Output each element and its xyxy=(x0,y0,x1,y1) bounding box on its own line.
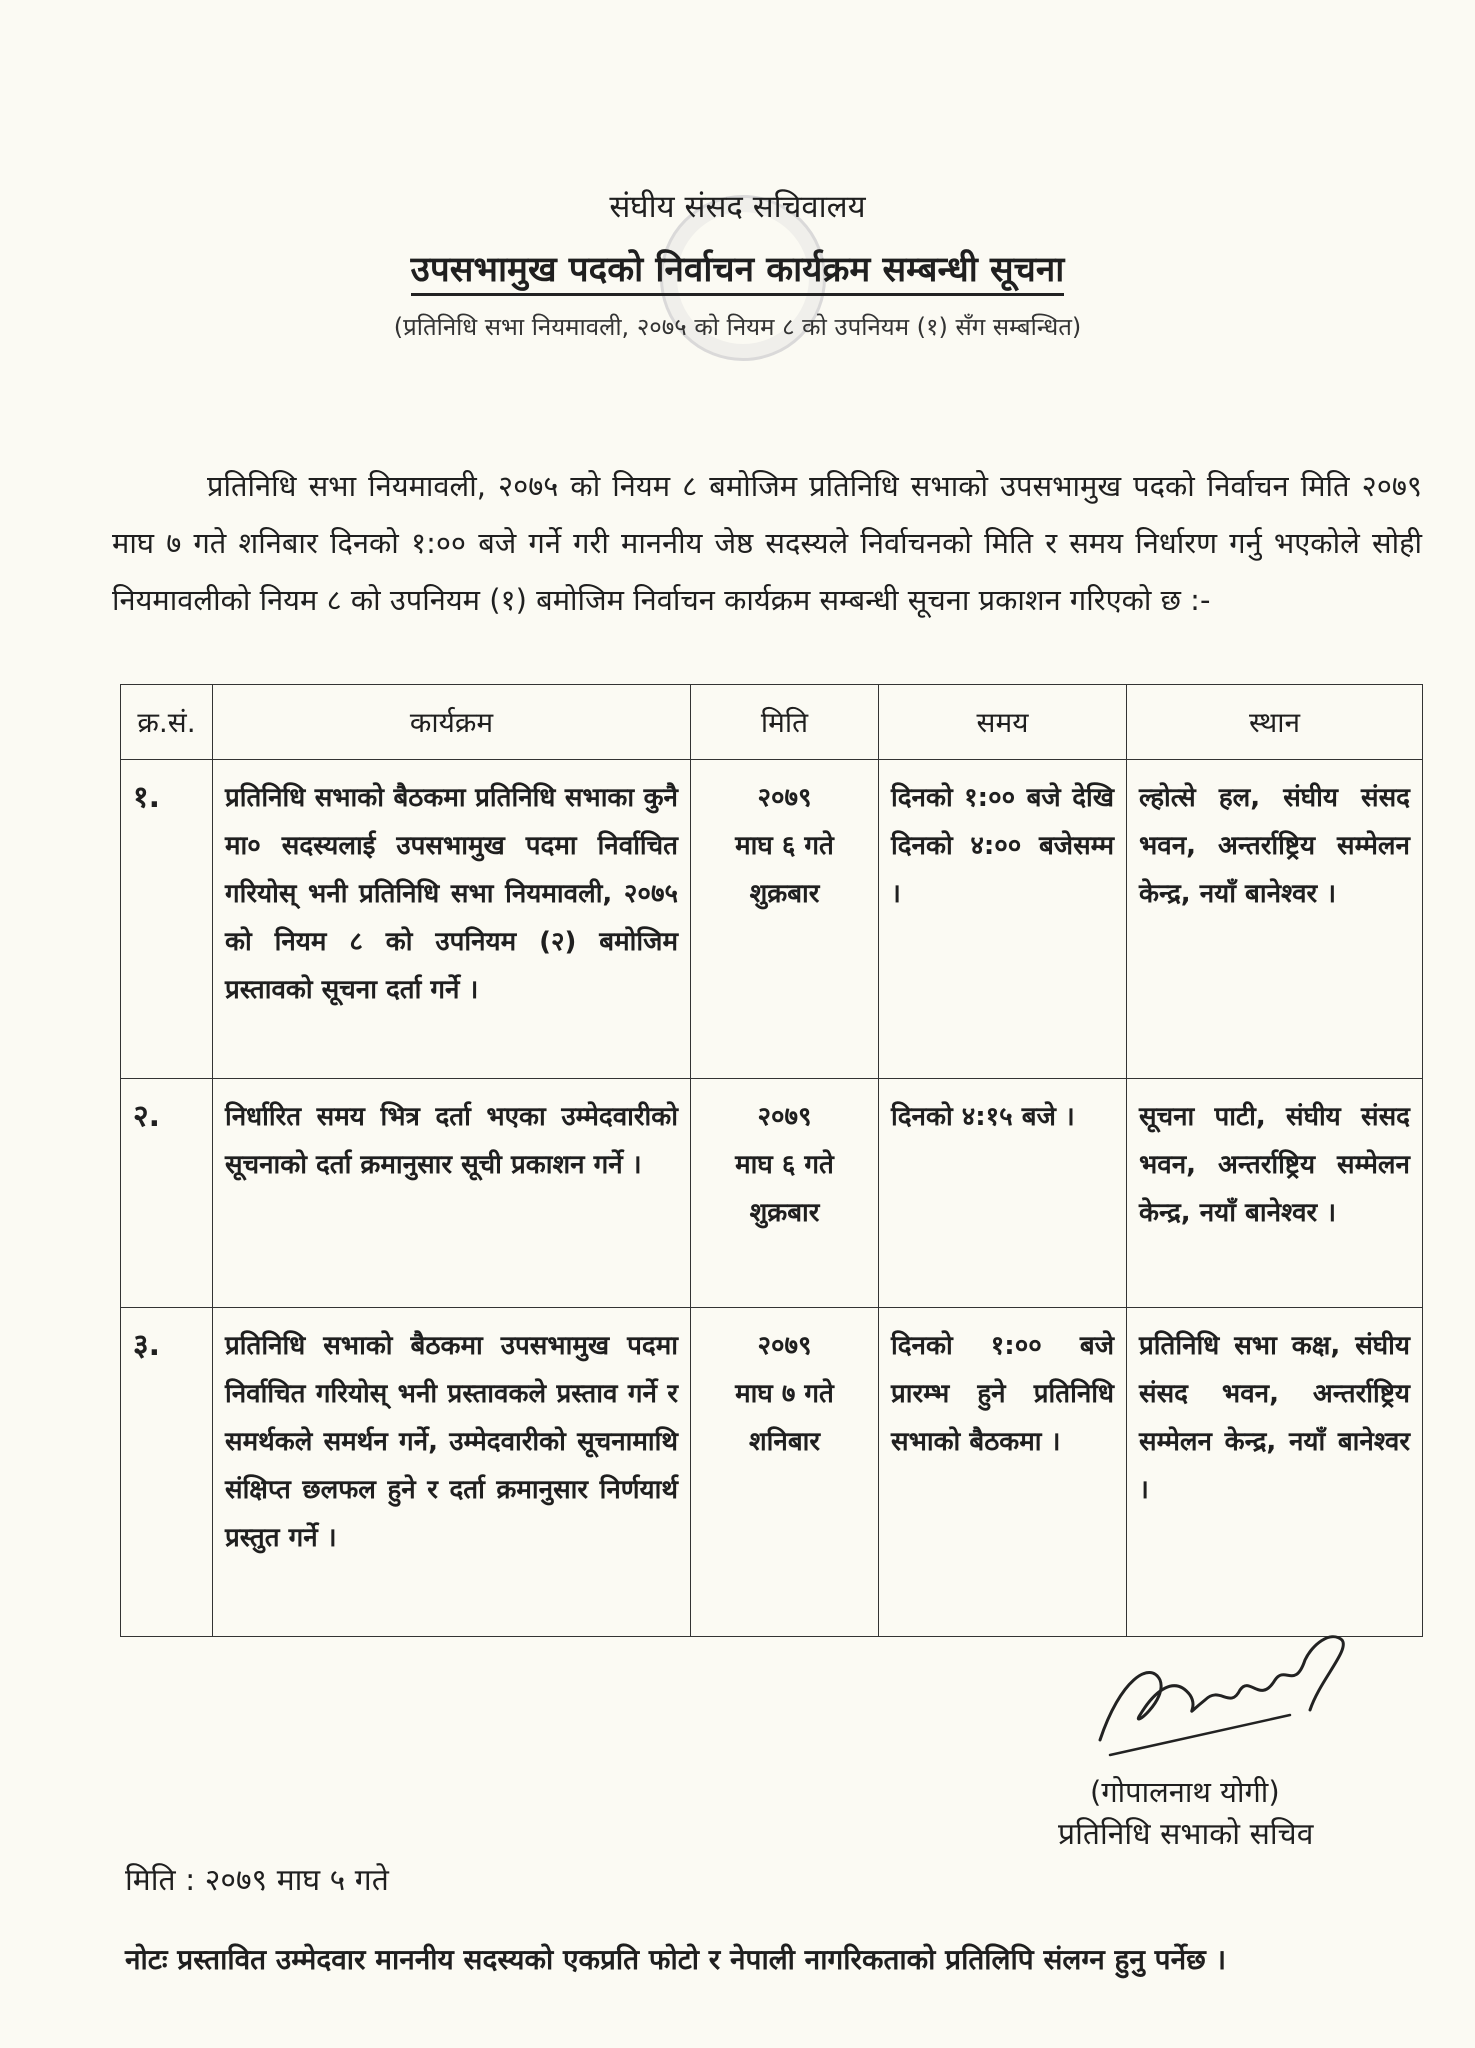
row-program: प्रतिनिधि सभाको बैठकमा प्रतिनिधि सभाका कुनै मा० सदस्यलाई उपसभामुख पदमा निर्वाचित गरियोस् भनी प्रतिनिधि सभा नियमावली, २०७५ को नियम ८ को उपनियम (२) बमोजिम प्रस्तावको सूचना दर्ता गर्ने । xyxy=(213,760,691,1079)
schedule-table xyxy=(120,684,1423,1637)
handwritten-signature xyxy=(1080,1620,1360,1770)
notice-subtitle: (प्रतिनिधि सभा नियमावली, २०७५ को नियम ८ को उपनियम (१) सँग सम्बन्धित) xyxy=(393,313,1082,341)
row-time: दिनको १:०० बजे प्रारम्भ हुने प्रतिनिधि सभाको बैठकमा । xyxy=(879,1308,1127,1637)
row-serial: २. xyxy=(121,1079,213,1308)
notice-note: नोटः प्रस्तावित उम्मेदवार माननीय सदस्यको एकप्रति फोटो र नेपाली नागरिकताको प्रतिलिपि संलग्न हुनु पर्नेछ । xyxy=(125,1943,1227,1976)
row-date-year: २०७९ xyxy=(757,783,812,813)
row-program: प्रतिनिधि सभाको बैठकमा उपसभामुख पदमा निर्वाचित गरियोस् भनी प्रस्तावकले प्रस्ताव गर्ने र समर्थकले समर्थन गर्ने, उम्मेदवारीको सूचनामाथि संक्षिप्त छलफल हुने र दर्ता क्रमानुसार निर्णयार्थ प्रस्तुत गर्ने । xyxy=(213,1308,691,1637)
signatory-name: (गोपालनाथ योगी) xyxy=(1090,1775,1280,1809)
row-place: ल्होत्से हल, संघीय संसद भवन, अन्तर्राष्ट्रिय सम्मेलन केन्द्र, नयाँ बानेश्वर । xyxy=(1127,760,1423,1079)
row-date-weekday: शुक्रबार xyxy=(749,1198,820,1228)
table-row xyxy=(121,1079,1423,1308)
office-name: संघीय संसद सचिवालय xyxy=(609,189,866,225)
row-date xyxy=(691,1079,879,1308)
row-program: निर्धारित समय भित्र दर्ता भएका उम्मेदवारीको सूचनाको दर्ता क्रमानुसार सूची प्रकाशन गर्ने । xyxy=(213,1079,691,1308)
header-date: मिति xyxy=(691,685,879,760)
row-date xyxy=(691,1308,879,1637)
row-date-year: २०७९ xyxy=(757,1331,812,1361)
row-date-day: माघ ७ गते xyxy=(735,1379,834,1409)
notice-date: मिति : २०७९ माघ ५ गते xyxy=(125,1863,389,1898)
row-date-year: २०७९ xyxy=(757,1102,812,1132)
notice-title xyxy=(0,245,1475,292)
row-date-weekday: शनिबार xyxy=(748,1427,821,1457)
header-time: समय xyxy=(879,685,1127,760)
row-serial: १. xyxy=(121,760,213,1079)
row-date-day: माघ ६ गते xyxy=(735,831,834,861)
row-place: सूचना पाटी, संघीय संसद भवन, अन्तर्राष्ट्रिय सम्मेलन केन्द्र, नयाँ बानेश्वर । xyxy=(1127,1079,1423,1308)
table-row xyxy=(121,1308,1423,1637)
row-date xyxy=(691,760,879,1079)
row-time: दिनको ४:१५ बजे । xyxy=(879,1079,1127,1308)
table-header-row xyxy=(121,685,1423,760)
header-serial: क्र.सं. xyxy=(121,685,213,760)
row-serial: ३. xyxy=(121,1308,213,1637)
header-place: स्थान xyxy=(1127,685,1423,760)
signatory-title: प्रतिनिधि सभाको सचिव xyxy=(1058,1817,1314,1852)
table-row xyxy=(121,760,1423,1079)
row-date-weekday: शुक्रबार xyxy=(749,879,820,909)
row-time: दिनको १:०० बजे देखि दिनको ४:०० बजेसम्म । xyxy=(879,760,1127,1079)
intro-paragraph: प्रतिनिधि सभा नियमावली, २०७५ को नियम ८ बमोजिम प्रतिनिधि सभाको उपसभामुख पदको निर्वाचन मिति २०७९ माघ ७ गते शनिबार दिनको १:०० बजे गर्ने गरी माननीय जेष्ठ सदस्यले निर्वाचनको मिति र समय निर्धारण गर्नु भएकोले सोही नियमावलीको नियम ८ को उपनियम (१) बमोजिम निर्वाचन कार्यक्रम सम्बन्धी सूचना प्रकाशन गरिएको छ :- xyxy=(112,469,1422,617)
row-date-day: माघ ६ गते xyxy=(735,1150,834,1180)
notice-title-text: उपसभामुख पदको निर्वाचन कार्यक्रम सम्बन्धी सूचना xyxy=(411,250,1065,296)
row-place: प्रतिनिधि सभा कक्ष, संघीय संसद भवन, अन्तर्राष्ट्रिय सम्मेलन केन्द्र, नयाँ बानेश्वर । xyxy=(1127,1308,1423,1637)
header-program: कार्यक्रम xyxy=(213,685,691,760)
